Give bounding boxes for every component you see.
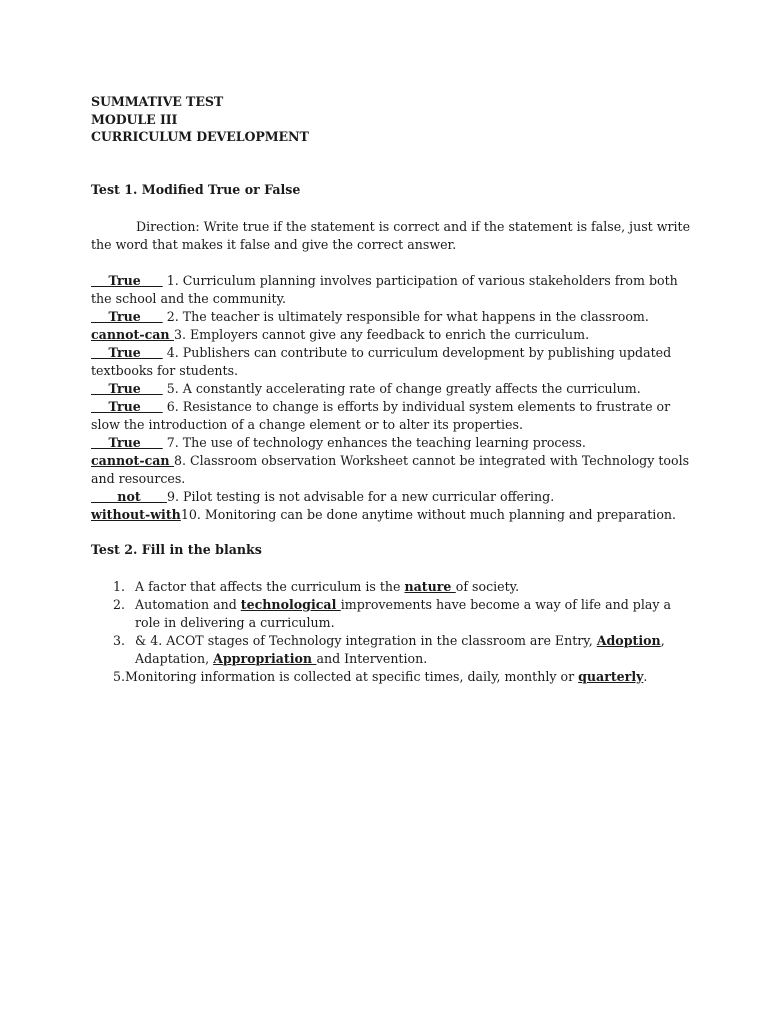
answer-blank: cannot-can [91,327,174,342]
item-text: of society. [455,579,520,594]
header-line-3: CURRICULUM DEVELOPMENT [91,129,309,144]
item-text: and Intervention. [316,651,428,666]
item-text: 1. Curriculum planning involves participation of various stakeholders from both the school and the community. [91,273,678,306]
item-text: 3. Employers cannot give any feedback to enrich the curriculum. [173,327,590,342]
answer-blank: True [91,435,163,450]
answer-blank: True [91,273,163,288]
item-text: 6. Resistance to change is efforts by individual system elements to frustrate or slow the introduction of a change element or to alter its properties. [91,399,671,432]
item-text: . [643,669,648,684]
answer-blank: True [91,399,163,414]
test1-item-2 [91,308,691,326]
test1-item-3 [91,326,691,344]
item-text: , Adaptation, [135,633,665,666]
item-text: 7. The use of technology enhances the teaching learning process. [162,435,586,450]
test1-item-5 [91,380,691,398]
header-line-1: SUMMATIVE TEST [91,94,224,109]
answer-blank: True [91,345,163,360]
test1-title: Test 1. Modified True or False [91,182,301,197]
item-number: 3. [113,633,126,648]
answer-blank: not [91,489,167,504]
item-text: 4. Publishers can contribute to curriculum development by publishing updated textbooks for students. [91,345,672,378]
test1-item-10 [91,506,691,524]
item-text: A factor that affects the curriculum is the [135,579,405,594]
item-text: 5. A constantly accelerating rate of change greatly affects the curriculum. [162,381,641,396]
answer-blank: True [91,381,163,396]
document-header [91,93,309,146]
test1-item-8 [91,452,691,488]
item-text: Automation and [135,597,241,612]
test1-item-9 [91,488,691,506]
item-number: 2. [113,597,126,612]
test1-item-6 [91,398,691,434]
item-text: & 4. ACOT stages of Technology integration in the classroom are Entry, [135,633,597,648]
item-text: 9. Pilot testing is not advisable for a new curricular offering. [167,489,555,504]
test2-title: Test 2. Fill in the blanks [91,542,262,557]
item-text: Monitoring information is collected at specific times, daily, monthly or [125,669,579,684]
answer: nature [404,579,456,594]
item-text: 8. Classroom observation Worksheet cannot be integrated with Technology tools and resources. [91,453,690,486]
test1-item-1 [91,272,691,308]
answer: quarterly [578,669,644,684]
test1-item-4 [91,344,691,380]
test2-item-5 [113,668,713,686]
answer-blank: True [91,309,163,324]
test1-direction: Direction: Write true if the statement is correct and if the statement is false, just write the word that makes it false and give the correct answer. [91,219,691,252]
answer: Adoption [596,633,661,648]
item-number: 1. [113,579,126,594]
item-text: 10. Monitoring can be done anytime without much planning and preparation. [180,507,677,522]
answer: technological [240,597,341,612]
header-line-2: MODULE III [91,111,178,127]
item-text: 2. The teacher is ultimately responsible for what happens in the classroom. [162,309,649,324]
item-number: 5. [113,669,126,684]
answer-2: Appropriation [213,651,317,666]
item-text: improvements have become a way of life and play a role in delivering a curriculum. [135,597,671,630]
answer-blank: without-with [91,507,181,522]
answer-blank: cannot-can [91,453,174,468]
test1-item-7 [91,434,691,452]
